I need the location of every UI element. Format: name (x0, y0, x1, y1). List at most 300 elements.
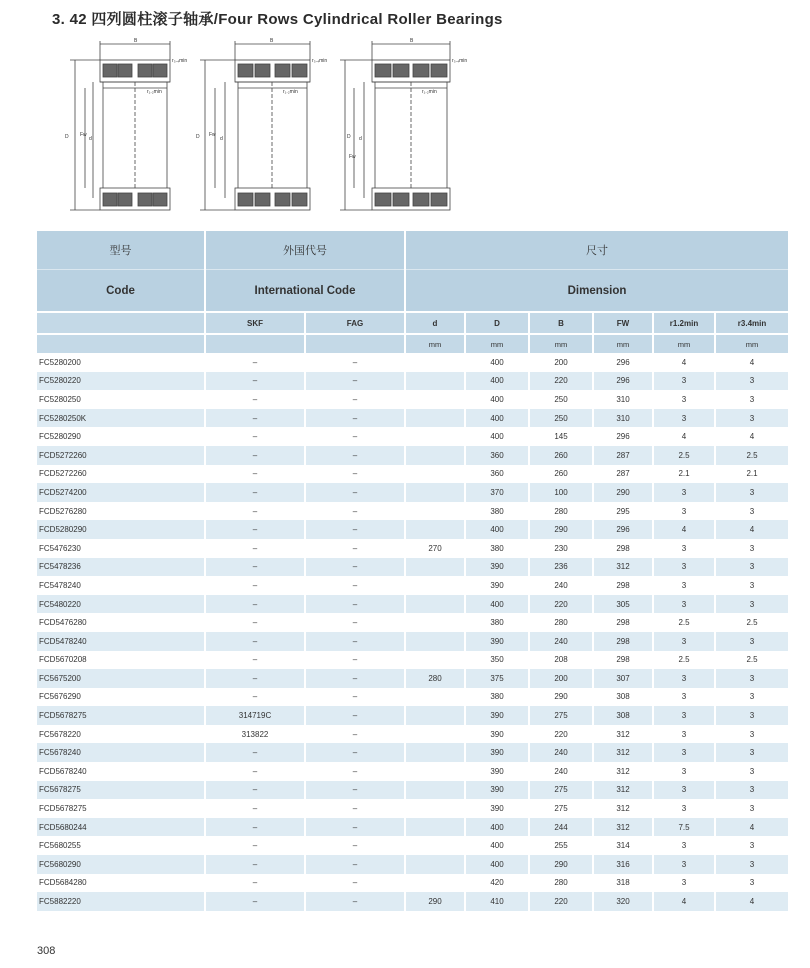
table-row (37, 613, 788, 632)
cell-r12: 3 (653, 781, 715, 800)
cell-outer-diameter: 400 (465, 390, 529, 409)
cell-r12: 3 (653, 874, 715, 893)
cell-outer-diameter: 380 (465, 613, 529, 632)
table-row (37, 855, 788, 874)
table-row (37, 874, 788, 893)
cell-d (405, 520, 465, 539)
cell-d (405, 576, 465, 595)
cell-fag: – (305, 799, 405, 818)
cell-d: 280 (405, 669, 465, 688)
cell-code: FCD5476280 (37, 613, 205, 632)
cell-skf: – (205, 874, 305, 893)
cell-d (405, 632, 465, 651)
cell-outer-diameter: 390 (465, 743, 529, 762)
cell-outer-diameter: 400 (465, 520, 529, 539)
cell-fag: – (305, 390, 405, 409)
cell-r34: 3 (749, 804, 755, 814)
cell-skf: – (205, 892, 305, 911)
dim-label-B: B (410, 38, 414, 44)
header-fag: FAG (305, 312, 405, 334)
cell-r12: 2.5 (653, 613, 715, 632)
cell-code: FCD5678275 (37, 706, 205, 725)
cell-code: FCD5276280 (37, 502, 205, 521)
cell-width: 275 (529, 781, 593, 800)
cell-r34: 4 (749, 357, 755, 367)
cell-d (405, 465, 465, 484)
cell-fw: 298 (593, 539, 653, 558)
cell-code: FC5680290 (37, 855, 205, 874)
dim-label-r12: r₁.₂min (147, 89, 162, 95)
cell-width: 250 (529, 390, 593, 409)
cell-r12: 3 (653, 743, 715, 762)
cell-r12: 3 (653, 372, 715, 391)
cell-r34: 3 (715, 595, 788, 614)
cell-r34: 3 (715, 409, 788, 428)
cell-fw: 312 (593, 799, 653, 818)
cell-r12: 3 (653, 836, 715, 855)
cell-d (405, 818, 465, 837)
cell-fw: 298 (593, 651, 653, 670)
table-row (37, 465, 788, 484)
cell-d (405, 725, 465, 744)
cell-outer-diameter: 380 (465, 688, 529, 707)
cell-d: 270 (405, 539, 465, 558)
cell-fag: – (305, 483, 405, 502)
cell-fag: – (305, 706, 405, 725)
dim-label-B: B (270, 38, 274, 44)
table-row (37, 781, 788, 800)
cell-outer-diameter: 390 (465, 632, 529, 651)
cell-d (405, 743, 465, 762)
cell-r12: 3 (653, 669, 715, 688)
header-dimension: Dimension (405, 270, 788, 313)
cell-fw: 298 (593, 576, 653, 595)
header-intl-cn: 外国代号 (205, 231, 405, 270)
cell-width: 220 (529, 725, 593, 744)
cell-width: 145 (529, 427, 593, 446)
cell-r12: 3 (653, 799, 715, 818)
cell-fag: – (305, 558, 405, 577)
table-row (37, 558, 788, 577)
dim-label-r34: r₃.₄min (312, 58, 328, 64)
cell-fw: 312 (593, 725, 653, 744)
cell-skf: – (205, 613, 305, 632)
cell-r12: 3 (653, 855, 715, 874)
cell-outer-diameter: 410 (465, 892, 529, 911)
table-row (37, 520, 788, 539)
cell-r12: 4 (653, 892, 715, 911)
cell-skf: – (205, 669, 305, 688)
cell-fw: 290 (593, 483, 653, 502)
cell-skf: – (205, 409, 305, 428)
cell-d (405, 688, 465, 707)
header-B: B (529, 312, 593, 334)
cell-width: 230 (529, 539, 593, 558)
cell-width: 240 (529, 762, 593, 781)
cell-fag: – (305, 595, 405, 614)
cell-width: 250 (529, 409, 593, 428)
cell-r34: 3 (715, 483, 788, 502)
cell-code: FC5280220 (37, 372, 205, 391)
cell-fw: 310 (593, 390, 653, 409)
table-row (37, 706, 788, 725)
cell-code: FC5676290 (37, 688, 205, 707)
table-body (37, 353, 788, 911)
cell-code: FC5480220 (37, 595, 205, 614)
cell-r12: 7.5 (653, 818, 715, 837)
cell-d (405, 855, 465, 874)
cell-outer-diameter: 360 (465, 446, 529, 465)
cell-fag: – (305, 651, 405, 670)
table-row (37, 799, 788, 818)
cell-width: 200 (529, 669, 593, 688)
cell-fag: – (305, 669, 405, 688)
page-title: 3. 42 四列圆柱滚子轴承/Four Rows Cylindrical Roller Bearings (52, 11, 503, 28)
cell-r34: 3 (749, 878, 755, 888)
table-row (37, 892, 788, 911)
cell-fw: 312 (593, 743, 653, 762)
cell-d (405, 390, 465, 409)
cell-fw: 310 (593, 409, 653, 428)
cell-fw: 296 (593, 427, 653, 446)
cell-skf: – (205, 539, 305, 558)
cell-width: 240 (529, 743, 593, 762)
cell-code: FCD5272260 (37, 465, 205, 484)
cell-skf: – (205, 799, 305, 818)
cell-width: 220 (529, 372, 593, 391)
table-row (37, 427, 788, 446)
cell-fag: – (305, 502, 405, 521)
header-size-cn: 尺寸 (405, 231, 788, 270)
table-row (37, 743, 788, 762)
cell-fw: 316 (593, 855, 653, 874)
header-code: Code (37, 270, 205, 313)
table-row (37, 762, 788, 781)
cell-r34: 4 (715, 892, 788, 911)
cell-width: 220 (529, 595, 593, 614)
page-number: 308 (37, 945, 56, 957)
dim-label-D: D (196, 134, 200, 140)
cell-fag: – (305, 743, 405, 762)
cell-fag: – (305, 688, 405, 707)
table-row (37, 818, 788, 837)
cell-fag: – (305, 762, 405, 781)
table-row (37, 688, 788, 707)
cell-width: 260 (529, 446, 593, 465)
cell-width: 275 (529, 706, 593, 725)
cell-outer-diameter: 390 (465, 558, 529, 577)
cell-width: 290 (529, 688, 593, 707)
cell-r12: 3 (653, 390, 715, 409)
cell-width: 290 (529, 520, 593, 539)
cell-code: FCD5678275 (37, 799, 205, 818)
cell-r34: 3 (715, 632, 788, 651)
cell-fw: 312 (593, 818, 653, 837)
cell-width: 275 (529, 799, 593, 818)
header-skf: SKF (205, 312, 305, 334)
cell-r34: 3 (749, 580, 755, 590)
cell-r34: 3 (749, 394, 755, 404)
dim-label-Fw: Fw (209, 132, 216, 138)
cell-r12: 3 (653, 539, 715, 558)
cell-r34: 3 (749, 841, 755, 851)
cell-width: 290 (529, 855, 593, 874)
cell-outer-diameter: 350 (465, 651, 529, 670)
cell-r34: 2.5 (746, 618, 758, 628)
cell-d (405, 799, 465, 818)
cell-d (405, 613, 465, 632)
cell-fag: – (305, 818, 405, 837)
cell-r34: 3 (715, 781, 788, 800)
dim-label-r12: r₁.₂min (422, 89, 437, 95)
cell-r34: 4 (715, 520, 788, 539)
cell-r12: 3 (653, 409, 715, 428)
cell-fw: 287 (593, 465, 653, 484)
cell-outer-diameter: 390 (465, 576, 529, 595)
cell-d (405, 558, 465, 577)
cell-code: FCD5272260 (37, 446, 205, 465)
cell-r34: 4 (715, 818, 788, 837)
cell-r34: 3 (715, 706, 788, 725)
cell-code: FCD5684280 (37, 874, 205, 893)
table-row (37, 576, 788, 595)
cell-skf: – (205, 595, 305, 614)
cell-skf: – (205, 390, 305, 409)
cell-outer-diameter: 400 (465, 836, 529, 855)
cell-code: FCD5678240 (37, 762, 205, 781)
cell-outer-diameter: 360 (465, 465, 529, 484)
cell-r12: 4 (653, 520, 715, 539)
cell-code: FCD5274200 (37, 483, 205, 502)
cell-fag: – (305, 372, 405, 391)
cell-fw: 312 (593, 762, 653, 781)
cell-fw: 296 (593, 353, 653, 372)
cell-r34: 4 (749, 432, 755, 442)
cell-skf: – (205, 483, 305, 502)
cell-outer-diameter: 390 (465, 706, 529, 725)
cell-code: FCD5478240 (37, 632, 205, 651)
header-d: d (405, 312, 465, 334)
cell-fag: – (305, 427, 405, 446)
cell-r12: 3 (653, 706, 715, 725)
cell-r34: 2.1 (746, 469, 758, 479)
header-international-code: International Code (205, 270, 405, 313)
cell-code: FC5280290 (37, 427, 205, 446)
cell-outer-diameter: 390 (465, 725, 529, 744)
cell-outer-diameter: 370 (465, 483, 529, 502)
cell-skf: – (205, 836, 305, 855)
cell-skf: – (205, 427, 305, 446)
table-row (37, 836, 788, 855)
cell-fw: 298 (593, 632, 653, 651)
cell-width: 236 (529, 558, 593, 577)
unit-mm: mm (405, 334, 465, 353)
dim-label-d: d (89, 136, 92, 142)
cell-r12: 2.5 (653, 651, 715, 670)
dim-label-d: d (359, 136, 362, 142)
dim-label-r12: r₁.₂min (283, 89, 298, 95)
header-r12: r1.2min (653, 312, 715, 334)
cell-fw: 318 (593, 874, 653, 893)
table-row (37, 651, 788, 670)
cell-fag: – (305, 539, 405, 558)
cell-r12: 4 (653, 427, 715, 446)
header-D-outer: D (465, 312, 529, 334)
cell-d: 290 (405, 892, 465, 911)
cell-r12: 4 (653, 353, 715, 372)
table-row (37, 669, 788, 688)
dim-label-Fw: Fw (80, 132, 87, 138)
cell-skf: – (205, 465, 305, 484)
cell-width: 280 (529, 502, 593, 521)
cell-fag: – (305, 855, 405, 874)
bearing-table (37, 231, 788, 911)
cell-width: 280 (529, 613, 593, 632)
cell-fw: 296 (593, 520, 653, 539)
cell-width: 240 (529, 576, 593, 595)
cell-outer-diameter: 400 (465, 427, 529, 446)
cell-r12: 3 (653, 725, 715, 744)
cell-outer-diameter: 400 (465, 855, 529, 874)
cell-skf: 314719C (205, 706, 305, 725)
unit-mm: mm (715, 334, 788, 353)
cell-width: 240 (529, 632, 593, 651)
cell-fw: 308 (593, 706, 653, 725)
cell-fag: – (305, 576, 405, 595)
cell-r12: 3 (653, 595, 715, 614)
cell-code: FC5280250K (37, 409, 205, 428)
cell-r12: 3 (653, 502, 715, 521)
cell-r34: 3 (715, 372, 788, 391)
cell-r34: 3 (715, 558, 788, 577)
cell-r34: 2.5 (746, 655, 758, 665)
cell-outer-diameter: 380 (465, 502, 529, 521)
cell-d (405, 781, 465, 800)
cell-fag: – (305, 465, 405, 484)
cell-skf: – (205, 502, 305, 521)
table-row (37, 409, 788, 428)
cell-width: 220 (529, 892, 593, 911)
cell-skf: – (205, 558, 305, 577)
cell-width: 100 (529, 483, 593, 502)
cell-outer-diameter: 400 (465, 818, 529, 837)
cell-code: FC5680255 (37, 836, 205, 855)
cell-skf: – (205, 576, 305, 595)
cell-code: FC5280250 (37, 390, 205, 409)
dim-label-B: B (134, 38, 138, 44)
cell-skf: – (205, 688, 305, 707)
table-row (37, 372, 788, 391)
cell-code: FC5678240 (37, 743, 205, 762)
cell-d (405, 409, 465, 428)
cell-skf: – (205, 818, 305, 837)
bearing-drawing-1 (55, 38, 188, 216)
cell-fag: – (305, 725, 405, 744)
table-row (37, 595, 788, 614)
header-blank (37, 312, 205, 334)
cell-skf: – (205, 781, 305, 800)
cell-skf: – (205, 632, 305, 651)
unit-mm: mm (465, 334, 529, 353)
cell-fag: – (305, 446, 405, 465)
cell-fag: – (305, 520, 405, 539)
cell-outer-diameter: 380 (465, 539, 529, 558)
cell-code: FC5678220 (37, 725, 205, 744)
cell-code: FCD5280290 (37, 520, 205, 539)
cell-r34: 3 (749, 543, 755, 553)
cell-outer-diameter: 400 (465, 595, 529, 614)
cell-d (405, 706, 465, 725)
cell-outer-diameter: 400 (465, 409, 529, 428)
cell-r34: 2.5 (715, 446, 788, 465)
cell-fag: – (305, 632, 405, 651)
cell-outer-diameter: 375 (465, 669, 529, 688)
header-FW: FW (593, 312, 653, 334)
cell-skf: – (205, 762, 305, 781)
cell-skf: – (205, 372, 305, 391)
dim-label-Fw: Fw (349, 154, 356, 160)
cell-outer-diameter: 400 (465, 353, 529, 372)
bearing-drawings (55, 38, 495, 218)
cell-code: FC5675200 (37, 669, 205, 688)
cell-fw: 308 (593, 688, 653, 707)
cell-width: 208 (529, 651, 593, 670)
cell-fag: – (305, 781, 405, 800)
cell-d (405, 762, 465, 781)
header-blank (305, 334, 405, 353)
unit-mm: mm (593, 334, 653, 353)
cell-fag: – (305, 409, 405, 428)
bearing-drawing-2 (195, 38, 335, 216)
table-row (37, 353, 788, 372)
cell-code: FCD5670208 (37, 651, 205, 670)
cell-fw: 312 (593, 558, 653, 577)
cell-d (405, 836, 465, 855)
cell-outer-diameter: 400 (465, 372, 529, 391)
table-row (37, 502, 788, 521)
cell-code: FC5280200 (37, 353, 205, 372)
unit-mm: mm (529, 334, 593, 353)
cell-outer-diameter: 390 (465, 762, 529, 781)
cell-code: FC5478240 (37, 576, 205, 595)
cell-code: FCD5680244 (37, 818, 205, 837)
cell-fag: – (305, 874, 405, 893)
cell-d (405, 595, 465, 614)
table-row (37, 390, 788, 409)
cell-outer-diameter: 390 (465, 781, 529, 800)
cell-d (405, 446, 465, 465)
cell-width: 260 (529, 465, 593, 484)
dim-label-r34: r₃.₄min (452, 58, 468, 64)
cell-width: 280 (529, 874, 593, 893)
cell-d (405, 483, 465, 502)
dim-label-d: d (220, 136, 223, 142)
cell-skf: 313822 (205, 725, 305, 744)
cell-outer-diameter: 390 (465, 799, 529, 818)
cell-r34: 3 (715, 855, 788, 874)
cell-r12: 2.1 (653, 465, 715, 484)
cell-r34: 3 (749, 506, 755, 516)
header-model-cn: 型号 (37, 231, 205, 270)
cell-r12: 3 (653, 558, 715, 577)
dim-label-r34: r₃.₄min (172, 58, 188, 64)
cell-r12: 3 (653, 483, 715, 502)
cell-fw: 305 (593, 595, 653, 614)
cell-width: 200 (529, 353, 593, 372)
cell-code: FC5882220 (37, 892, 205, 911)
header-blank (205, 334, 305, 353)
cell-fw: 314 (593, 836, 653, 855)
